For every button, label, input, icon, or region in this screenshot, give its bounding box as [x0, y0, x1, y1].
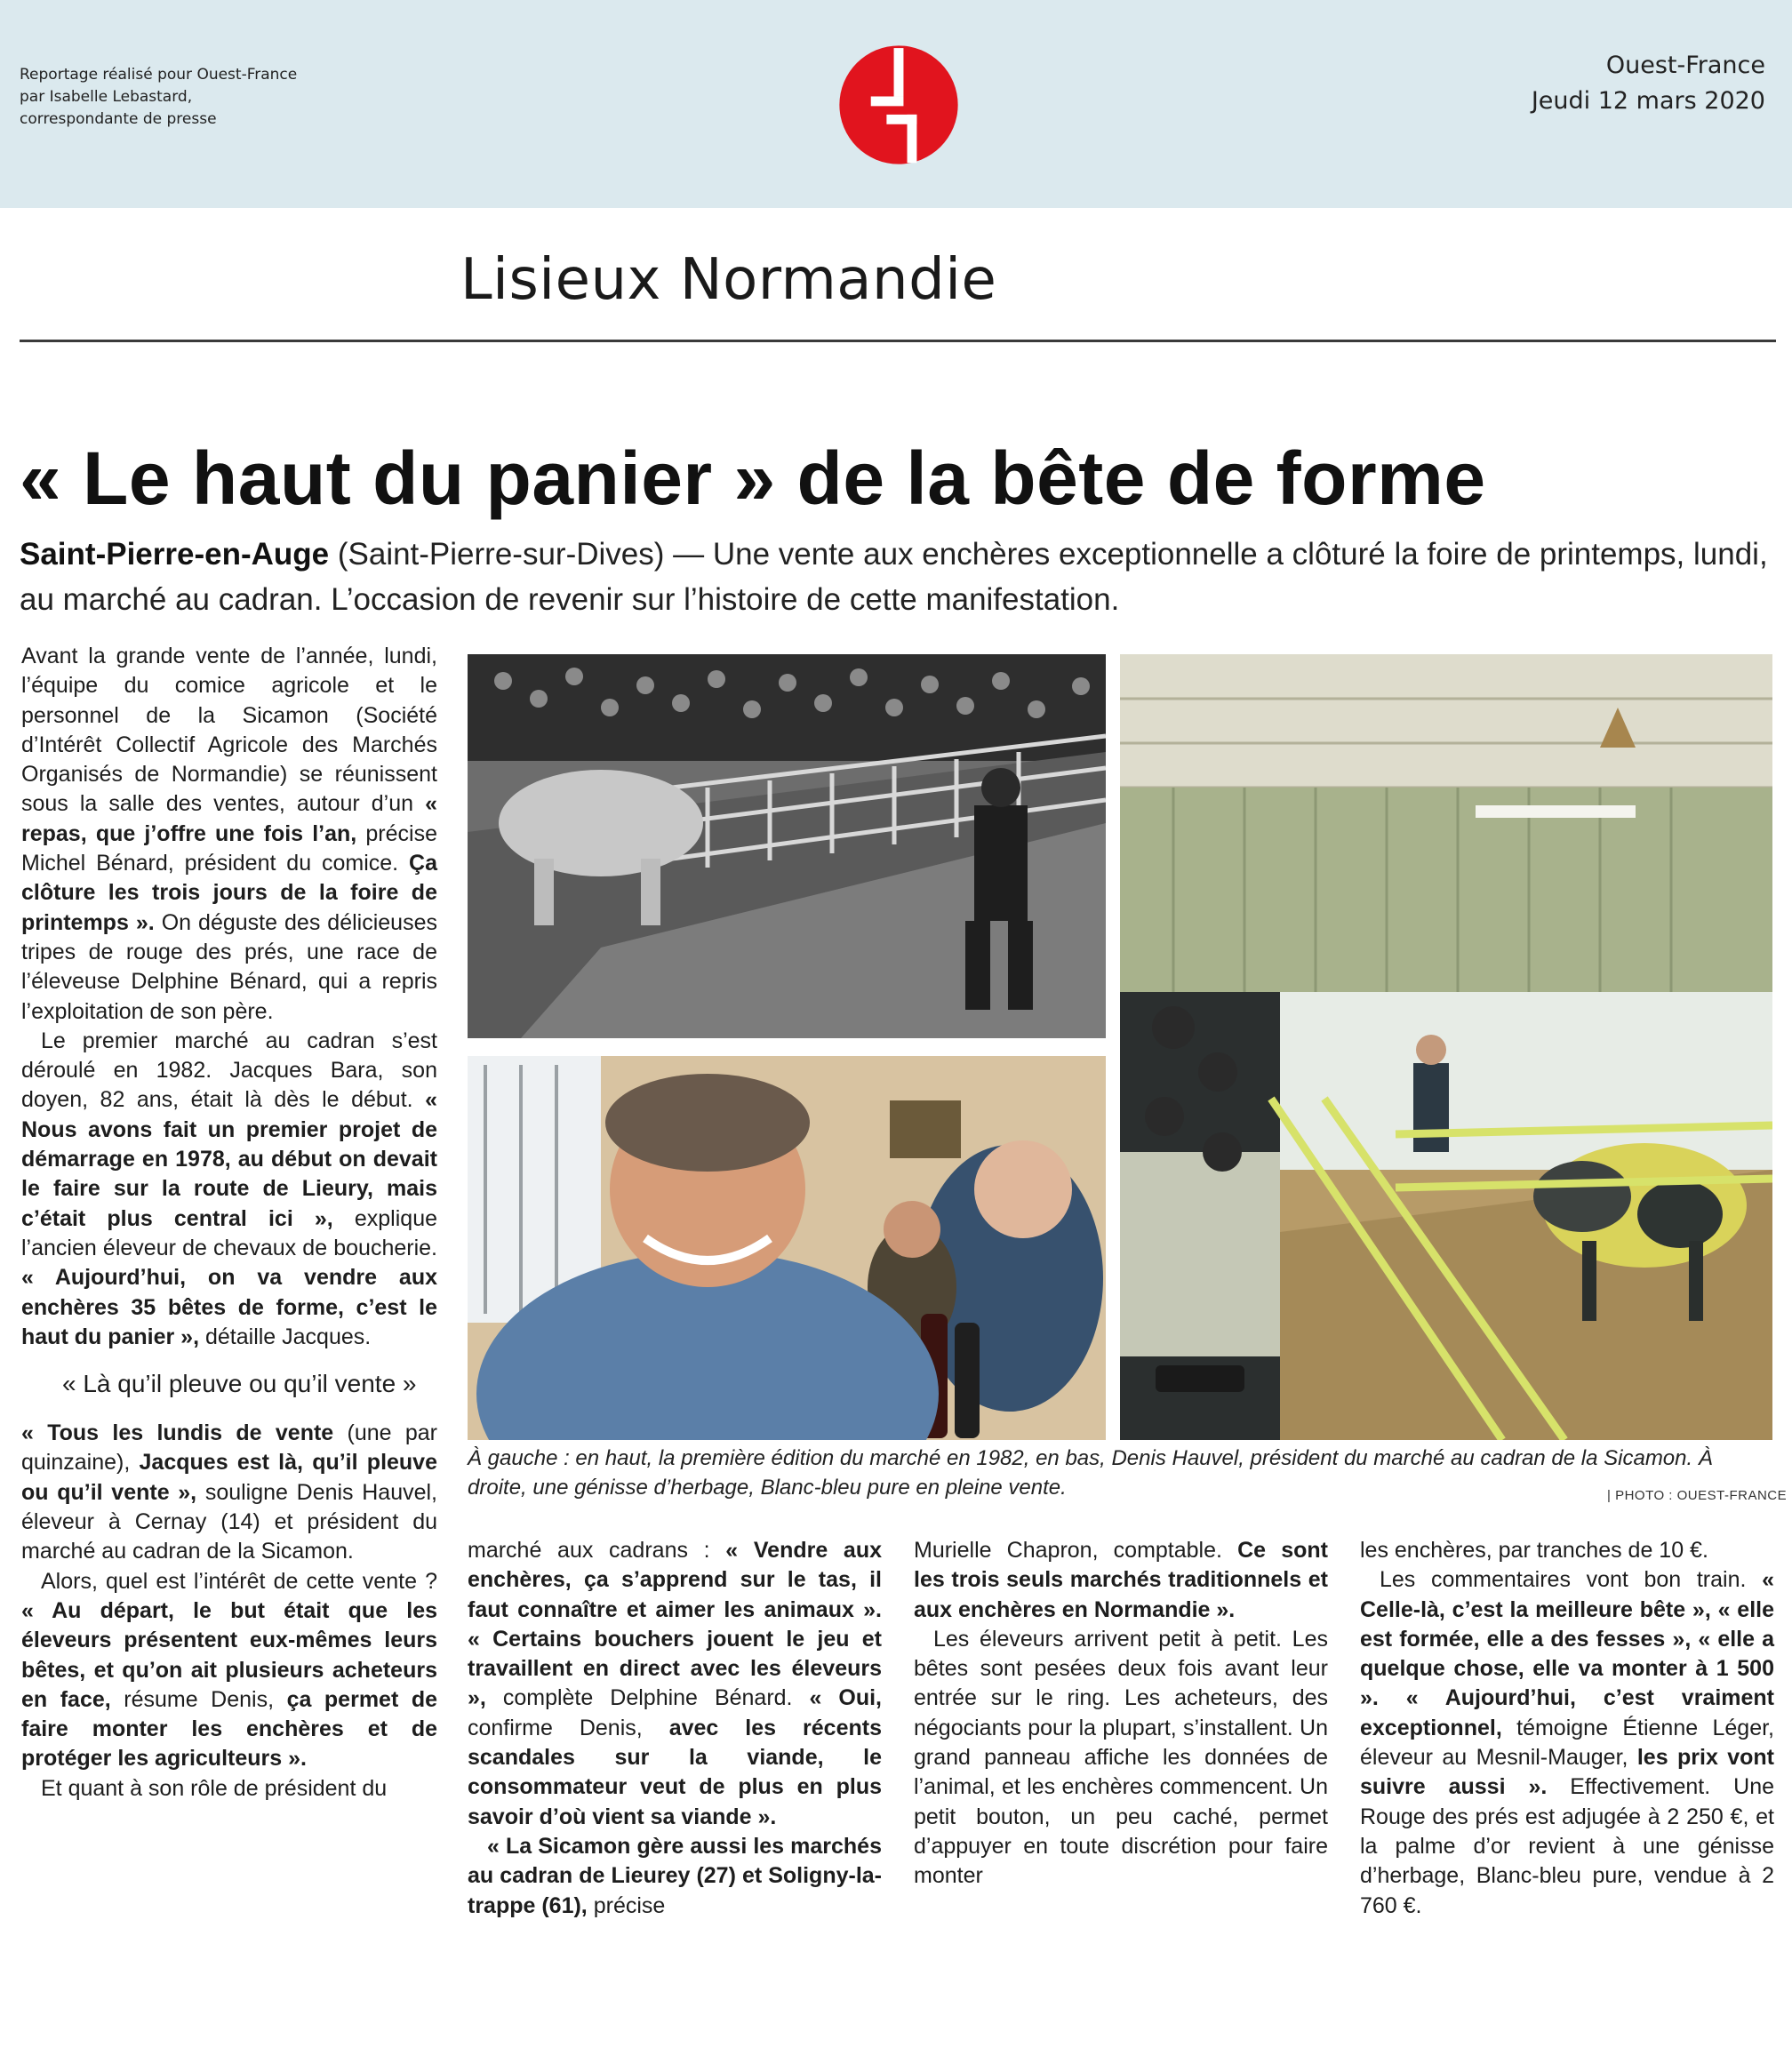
photo-first-market-1982 — [468, 654, 1106, 1038]
standfirst-place: Saint-Pierre-en-Auge — [20, 537, 330, 572]
body-paragraph: marché aux cadrans : « Vendre aux enchères, ça s’apprend sur le tas, il faut connaître et aimer les animaux ». « Certains bouchers jouent le jeu et travaillent en direct avec les éleveurs », complète Delphine Bénard. « Oui, confirme Denis, avec les récents scandales sur la viande, le consommateur veut de plus en plus savoir d’où vient sa viande ». — [468, 1538, 882, 1829]
body-paragraph: Les éleveurs arrivent petit à petit. Les bêtes sont pesées deux fois avant leur entrée sur le ring. Les acheteurs, des négociants pour la plupart, s’installent. Un grand panneau affiche les données de l’animal, et les enchères commencent. Un petit bouton, un peu caché, permet d’appuyer en toute discrétion pour faire monter — [914, 1626, 1328, 1889]
section-rule — [20, 340, 1776, 342]
article-column-4 — [1360, 1536, 1774, 1921]
article-column-2 — [468, 1536, 882, 1921]
body-paragraph: Murielle Chapron, comptable. Ce sont les trois seuls marchés traditionnels et aux enchères en Normandie ». — [914, 1538, 1328, 1622]
paper-name: Ouest-France — [1605, 52, 1765, 79]
article-column-1 — [21, 642, 437, 1804]
photo-portrait-denis-hauvel — [468, 1056, 1106, 1440]
article-standfirst — [20, 532, 1780, 622]
photo-credit: | PHOTO : OUEST-FRANCE — [1607, 1488, 1788, 1503]
body-paragraph: Avant la grande vente de l’année, lundi, l’équipe du comice agricole et le personnel de la Sicamon (Société d’Intérêt Collectif Agricole des Marchés Organisés de Normandie) se réunissent sous la salle des ventes, autour d’un « repas, que j’offre une fois l’an, précise Michel Bénard, président du comice. Ça clôture les trois jours de la foire de printemps ». On déguste des délicieuses tripes de rouge des prés, une race de l’éleveuse Delphine Bénard, qui a repris l’exploitation de son père. — [21, 644, 437, 1024]
body-paragraph: Les commentaires vont bon train. « Celle-là, c’est la meilleure bête », « elle est formée, elle a des fesses », « elle a quelque chose, elle va monter à 1 500 ». « Aujourd’hui, c’est vraiment exceptionnel, témoigne Étienne Léger, éleveur au Mesnil-Mauger, les prix vont suivre aussi ». Effectivement. Une Rouge des prés est adjugée à 2 250 €, et la palme d’or revient à une génisse d’herbage, Blanc-bleu pure, vendue à 2 760 €. — [1360, 1567, 1774, 1918]
body-paragraph: Alors, quel est l’intérêt de cette vente ? « Au départ, le but était que les éleveurs présentent eux-mêmes leurs bêtes, et qu’on ait plusieurs acheteurs en face, résume Denis, ça permet de faire monter les enchères et de protéger les agriculteurs ». — [21, 1568, 437, 1772]
standfirst-text: (Saint-Pierre-sur-Dives) — Une vente aux enchères exceptionnelle a clôturé la foire de printemps, lundi, au marché au cadran. L’occasion de revenir sur l’histoire de cette manifestation. — [20, 537, 1768, 617]
body-paragraph: « Tous les lundis de vente (une par quinzaine), Jacques est là, qu’il pleuve ou qu’il vente », souligne Denis Hauvel, éleveur à Cernay (14) et président du marché au cadran de la Sicamon. — [21, 1420, 438, 1564]
article-headline: « Le haut du panier » de la bête de forme — [20, 436, 1486, 520]
body-paragraph: Et quant à son rôle de président du — [41, 1775, 388, 1801]
body-paragraph: Le premier marché au cadran s’est déroulé en 1982. Jacques Bara, son doyen, 82 ans, était là dès le début. « Nous avons fait un premier projet de démarrage en 1978, au début on devait le faire sur la route de Lieury, mais c’était plus central ici », explique l’ancien éleveur de chevaux de boucherie. « Aujourd’hui, on va vendre aux enchères 35 bêtes de forme, c’est le haut du panier », détaille Jacques. — [21, 1028, 437, 1349]
reporter-credit — [20, 64, 297, 131]
ouest-france-logo-icon — [838, 44, 959, 165]
photo-heifer-sale-ring — [1120, 654, 1772, 1440]
article-column-3 — [914, 1536, 1328, 1892]
credit-line: Reportage réalisé pour Ouest-France — [20, 66, 298, 84]
header-band — [0, 0, 1792, 208]
credit-line: correspondante de presse — [20, 110, 217, 128]
body-paragraph: les enchères, par tranches de 10 €. — [1360, 1538, 1708, 1563]
paper-date: Jeudi 12 mars 2020 — [1531, 87, 1765, 115]
body-paragraph: « La Sicamon gère aussi les marchés au cadran de Lieurey (27) et Soligny-la-trappe (61), précise — [468, 1833, 882, 1918]
credit-line: par Isabelle Lebastard, — [20, 88, 193, 106]
paper-masthead — [1532, 48, 1765, 119]
photo-caption: À gauche : en haut, la première édition du marché en 1982, en bas, Denis Hauvel, président du marché au cadran de la Sicamon. À droite, une génisse d’herbage, Blanc-bleu pure en pleine vente. — [468, 1446, 1713, 1500]
section-rubric: Lisieux Normandie — [460, 247, 997, 313]
intertitle: « Là qu’il pleuve ou qu’il vente » — [62, 1370, 417, 1398]
